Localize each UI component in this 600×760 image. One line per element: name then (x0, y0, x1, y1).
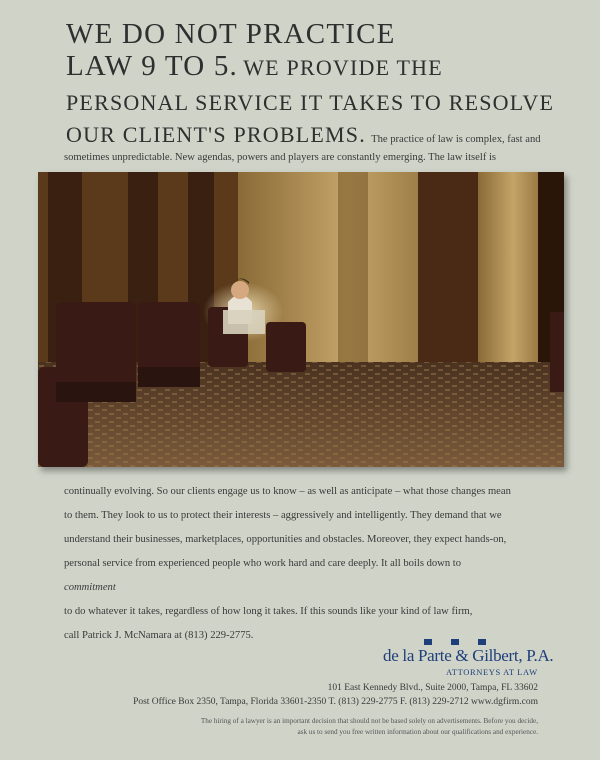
firm-name: de la Parte & Gilbert, P.A. (383, 646, 554, 665)
address-line-2: Post Office Box 2350, Tampa, Florida 33601-2350 T. (813) 229-2775 F. (813) 229-2712 www.dgfirm.com (133, 697, 538, 707)
firm-subtitle: ATTORNEYS AT LAW (446, 667, 538, 677)
intro-line-1: The practice of law is complex, fast and (371, 134, 541, 145)
body-line-5: to do whatever it takes, regardless of how long it takes. If this sounds like your kind of law firm, (64, 606, 473, 617)
headline-line-2 (66, 50, 586, 87)
body-paragraph (64, 480, 536, 648)
headline (66, 18, 586, 156)
body-line-2: to them. They look to us to protect their interests – aggressively and intelligently. They demand that we (64, 510, 502, 521)
body-line-4 (64, 552, 536, 600)
headline-line-4-caps: OUR CLIENT'S PROBLEMS. (66, 122, 366, 147)
body-line-1: continually evolving. So our clients engage us to know – as well as anticipate – what those changes mean (64, 486, 511, 497)
address-line-1: 101 East Kennedy Blvd., Suite 2000, Tampa, FL 33602 (327, 683, 538, 693)
body-line-4-text: personal service from experienced people who work hard and care deeply. It all boils down to (64, 558, 462, 569)
disclaimer-line-1: The hiring of a lawyer is an important decision that should not be based solely on advertisements. Before you decide, (200, 717, 538, 725)
headline-line-1: WE DO NOT PRACTICE (66, 18, 396, 50)
body-line-3: understand their businesses, marketplaces, opportunities and obstacles. Moreover, they expect hands-on, (64, 534, 507, 545)
body-line-6: call Patrick J. McNamara at (813) 229-2775. (64, 630, 254, 641)
intro-line-2: sometimes unpredictable. New agendas, powers and players are constantly emerging. The law itself is (64, 152, 497, 163)
headline-line-2-rest: WE PROVIDE THE (243, 55, 443, 80)
headline-line-2-big: LAW 9 TO 5. (66, 50, 238, 82)
commitment-emphasis: commitment (64, 582, 116, 593)
disclaimer-line-2: ask us to send you free written information about our qualifications and experience. (297, 728, 538, 736)
office-lounge-photo (38, 172, 564, 467)
headline-line-3: PERSONAL SERVICE IT TAKES TO RESOLVE (66, 90, 555, 115)
disclaimer (78, 716, 538, 738)
